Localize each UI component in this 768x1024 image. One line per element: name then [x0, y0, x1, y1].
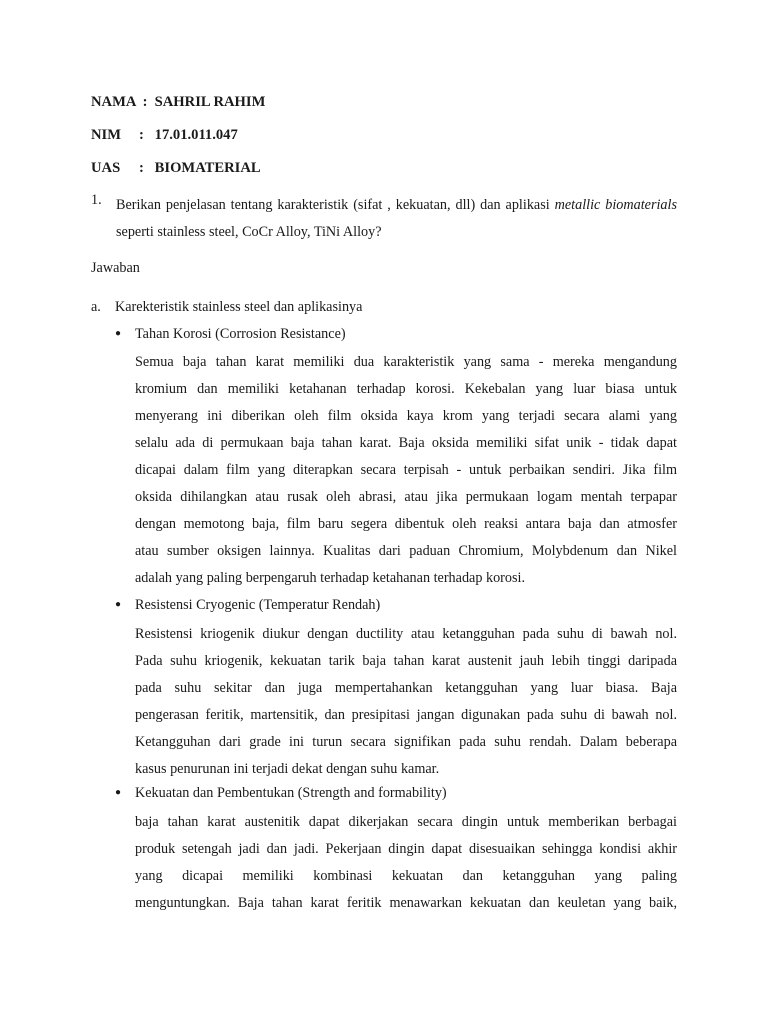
paragraph-line: kromium dan memiliki ketahanan terhadap korosi. Kekebalan yang luar biasa untuk: [135, 381, 677, 397]
question-text-before: Berikan penjelasan tentang karakteristik (sifat , kekuatan, dll) dan aplikasi: [116, 197, 555, 213]
bullet-paragraph: [135, 809, 677, 917]
bullet-paragraph: [135, 621, 677, 783]
paragraph-line: Resistensi kriogenik diukur dengan ductility atau ketangguhan pada suhu di bawah nol.: [135, 626, 677, 642]
section-a-marker: a.: [91, 299, 101, 315]
bullet-item: [115, 597, 380, 614]
question-number: 1.: [91, 192, 102, 208]
paragraph-line: selalu ada di permukaan baja tahan karat. Baja oksida memiliki sifat unik - tidak dapat: [135, 435, 677, 451]
paragraph-line: adalah yang paling berpengaruh terhadap ketahanan terhadap korosi.: [135, 570, 525, 586]
nama-label: NAMA: [91, 94, 137, 110]
paragraph-line: Pada suhu kriogenik, kekuatan tarik baja tahan karat austenit jauh lebih tinggi daripada: [135, 653, 677, 669]
paragraph-line: Semua baja tahan karat memiliki dua karakteristik yang sama - mereka mengandung: [135, 354, 677, 370]
question-text: [116, 192, 677, 246]
header-uas: [91, 160, 261, 177]
bullet-item: [115, 326, 346, 343]
paragraph-line: baja tahan karat austenitik dapat dikerjakan secara dingin untuk memberikan berbagai: [135, 814, 677, 830]
paragraph-line: menyerang ini diberikan oleh film oksida kaya krom yang terjadi secara alami yang: [135, 408, 677, 424]
section-a: [91, 299, 362, 316]
nama-separator: :: [139, 94, 148, 110]
paragraph-line: dicapai dalam film yang diterapkan secara terpisah - untuk perbaikan sendiri. Jika film: [135, 462, 677, 478]
nim-label: NIM: [91, 127, 121, 143]
uas-value: BIOMATERIAL: [154, 160, 261, 176]
uas-label: UAS: [91, 160, 121, 176]
section-a-title: Karekteristik stainless steel dan aplikasinya: [115, 299, 363, 315]
question-italic-term: metallic biomaterials: [554, 197, 677, 213]
answer-label: Jawaban: [91, 260, 140, 276]
question-text-after: seperti stainless steel, CoCr Alloy, TiNi Alloy?: [116, 224, 382, 240]
paragraph-line: produk setengah jadi dan jadi. Pekerjaan dingin dapat disesuaikan sehingga kondisi akhir: [135, 841, 677, 857]
paragraph-line: pengerasan feritik, martensitik, dan presipitasi jangan digunakan pada suhu di bawah nol.: [135, 707, 677, 723]
header-nim: [91, 127, 238, 144]
nama-value: SAHRIL RAHIM: [154, 94, 266, 110]
uas-separator: :: [139, 160, 144, 176]
paragraph-line: Ketangguhan dari grade ini turun secara signifikan pada suhu rendah. Dalam beberapa: [135, 734, 677, 750]
paragraph-line: menguntungkan. Baja tahan karat feritik menawarkan kekuatan dan keuletan yang baik,: [135, 895, 677, 911]
bullet-icon: ●: [115, 787, 122, 798]
paragraph-line: dengan memotong baja, film baru segera dibentuk oleh reaksi antara baja dan atmosfer: [135, 516, 677, 532]
paragraph-line: kasus penurunan ini terjadi dekat dengan suhu kamar.: [135, 761, 440, 777]
question-1: [91, 192, 677, 246]
nim-separator: :: [139, 127, 144, 143]
paragraph-line: yang dicapai memiliki kombinasi kekuatan dan ketangguhan yang paling: [135, 868, 677, 884]
bullet-title: Tahan Korosi (Corrosion Resistance): [135, 326, 346, 342]
paragraph-line: atau sumber oksigen lainnya. Kualitas dari paduan Chromium, Molybdenum dan Nikel: [135, 543, 677, 559]
header-nama: [91, 94, 265, 111]
paragraph-line: oksida dihilangkan atau rusak oleh abrasi, atau jika permukaan logam mentah terpapar: [135, 489, 677, 505]
nim-value: 17.01.011.047: [154, 127, 238, 143]
bullet-item: [115, 785, 447, 802]
paragraph-line: pada suhu sekitar dan juga mempertahankan ketangguhan yang luar biasa. Baja: [135, 680, 677, 696]
bullet-icon: ●: [115, 328, 122, 339]
bullet-title: Kekuatan dan Pembentukan (Strength and formability): [135, 785, 447, 801]
bullet-title: Resistensi Cryogenic (Temperatur Rendah): [135, 597, 381, 613]
bullet-paragraph: [135, 349, 677, 592]
bullet-icon: ●: [115, 599, 122, 610]
